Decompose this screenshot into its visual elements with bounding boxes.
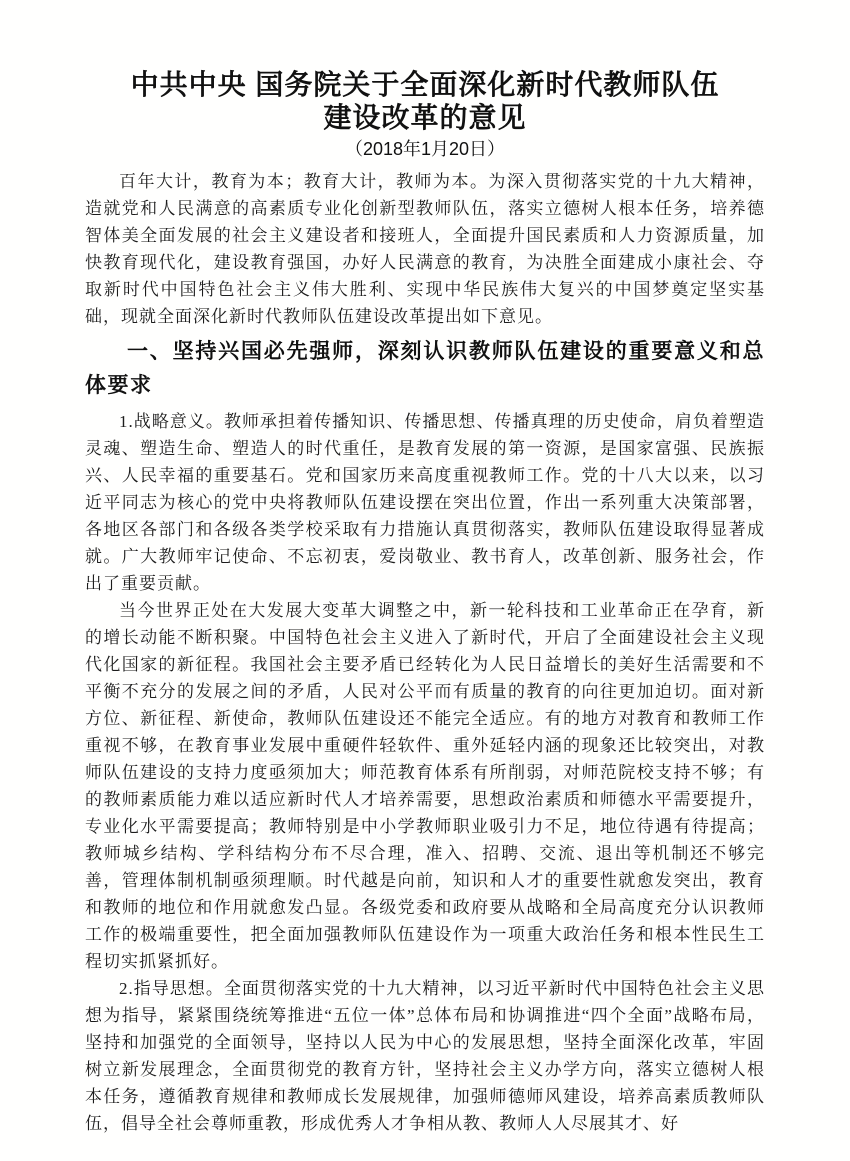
- document-body: [85, 168, 765, 1137]
- document-title: [85, 68, 765, 134]
- paragraph: 1.战略意义。教师承担着传播知识、传播思想、传播真理的历史使命，肩负着塑造灵魂、塑造生命、塑造人的时代重任，是教育发展的第一资源，是国家富强、民族振兴、人民幸福的重要基石。党和国家历来高度重视教师工作。党的十八大以来，以习近平同志为核心的党中央将教师队伍建设摆在突出位置，作出一系列重大决策部署，各地区各部门和各级各类学校采取有力措施认真贯彻落实，教师队伍建设取得显著成就。广大教师牢记使命、不忘初衷，爱岗敬业、教书育人，改革创新、服务社会，作出了重要贡献。: [85, 412, 765, 593]
- document-date: （2018年1月20日）: [344, 139, 506, 159]
- section-heading: 一、坚持兴国必先强师，深刻认识教师队伍建设的重要意义和总体要求: [85, 340, 765, 397]
- paragraph: 2.指导思想。全面贯彻落实党的十九大精神，以习近平新时代中国特色社会主义思想为指导，紧紧围绕统筹推进“五位一体”总体布局和协调推进“四个全面”战略布局，坚持和加强党的全面领导，坚持以人民为中心的发展思想，坚持全面深化改革，牢固树立新发展理念，全面贯彻党的教育方针，坚持社会主义办学方向，落实立德树人根本任务，遵循教育规律和教师成长发展规律，加强师德师风建设，培养高素质教师队伍，倡导全社会尊师重教，形成优秀人才争相从教、教师人人尽展其才、好: [85, 979, 765, 1133]
- paragraph: 百年大计，教育为本；教育大计，教师为本。为深入贯彻落实党的十九大精神，造就党和人民满意的高素质专业化创新型教师队伍，落实立德树人根本任务，培养德智体美全面发展的社会主义建设者和接班人，全面提升国民素质和人力资源质量，加快教育现代化，建设教育强国，办好人民满意的教育，为决胜全面建成小康社会、夺取新时代中国特色社会主义伟大胜利、实现中华民族伟大复兴的中国梦奠定坚实基础，现就全面深化新时代教师队伍建设改革提出如下意见。: [85, 172, 765, 326]
- paragraph: 当今世界正处在大发展大变革大调整之中，新一轮科技和工业革命正在孕育，新的增长动能不断积聚。中国特色社会主义进入了新时代，开启了全面建设社会主义现代化国家的新征程。我国社会主要矛盾已经转化为人民日益增长的美好生活需要和不平衡不充分的发展之间的矛盾，人民对公平而有质量的教育的向往更加迫切。面对新方位、新征程、新使命，教师队伍建设还不能完全适应。有的地方对教育和教师工作重视不够，在教育事业发展中重硬件轻软件、重外延轻内涵的现象还比较突出，对教师队伍建设的支持力度亟须加大；师范教育体系有所削弱，对师范院校支持不够；有的教师素质能力难以适应新时代人才培养需要，思想政治素质和师德水平需要提升，专业化水平需要提高；教师特别是中小学教师职业吸引力不足，地位待遇有待提高；教师城乡结构、学科结构分布不尽合理，准入、招聘、交流、退出等机制还不够完善，管理体制机制亟须理顺。时代越是向前，知识和人才的重要性就愈发突出，教育和教师的地位和作用就愈发凸显。各级党委和政府要从战略和全局高度充分认识教师工作的极端重要性，把全面加强教师队伍建设作为一项重大政治任务和根本性民生工程切实抓紧抓好。: [85, 601, 765, 971]
- document-title-line2: 建设改革的意见: [323, 102, 527, 133]
- document-title-line1: 中共中央 国务院关于全面深化新时代教师队伍: [130, 69, 720, 100]
